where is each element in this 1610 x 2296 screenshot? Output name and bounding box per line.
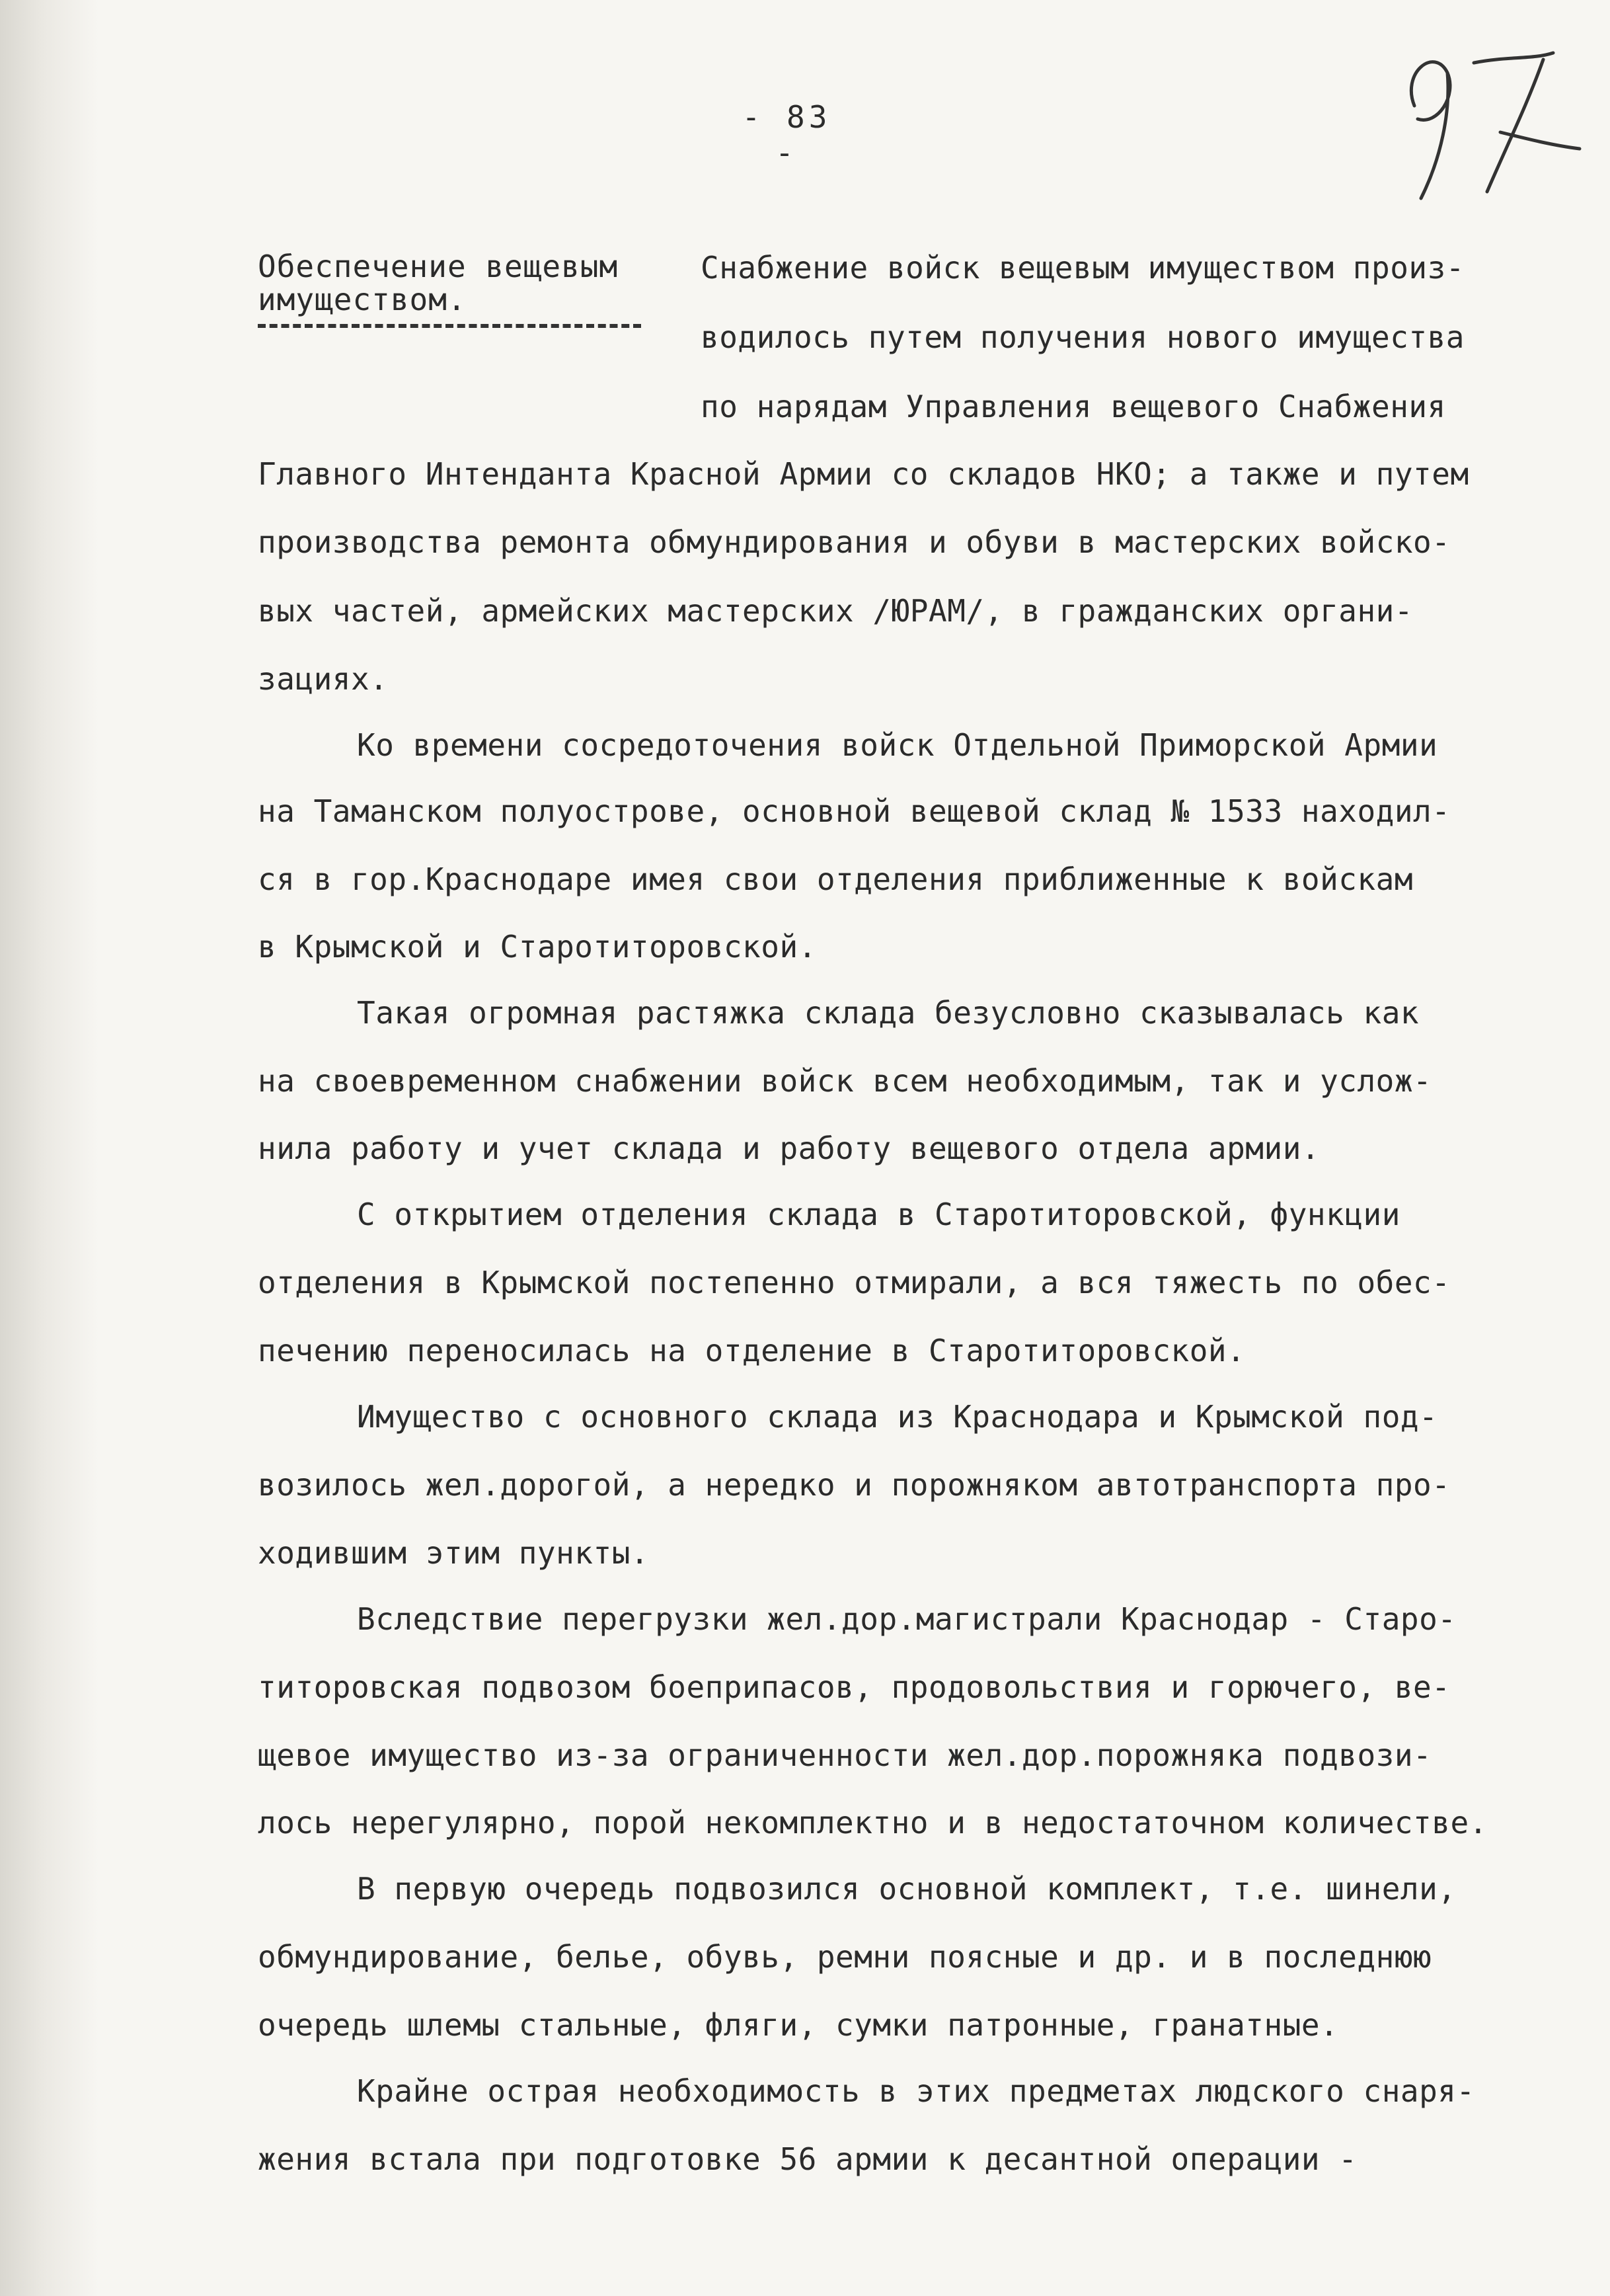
text-line: Снабжение войск вещевым имуществом произ- bbox=[701, 250, 1465, 286]
text-line: Ко времени сосредоточения войск Отдельной Приморской Армии bbox=[357, 727, 1438, 763]
text-line: на своевременном снабжении войск всем необходимым, так и услож- bbox=[258, 1063, 1432, 1099]
text-line: отделения в Крымской постепенно отмирали, а вся тяжесть по обес- bbox=[258, 1265, 1451, 1300]
text-line: водилось путем получения нового имущества bbox=[701, 319, 1465, 355]
text-line: возилось жел.дорогой, а нередко и порожняком автотранспорта про- bbox=[258, 1467, 1451, 1503]
text-line: нила работу и учет склада и работу вещевого отдела армии. bbox=[258, 1130, 1321, 1166]
text-line: В первую очередь подвозился основной комплект, т.е. шинели, bbox=[357, 1871, 1457, 1907]
text-line: обмундирование, белье, обувь, ремни поясные и др. и в последнюю bbox=[258, 1939, 1432, 1975]
margin-heading bbox=[258, 250, 654, 328]
text-line: Имущество с основного склада из Краснодара и Крымской под- bbox=[357, 1399, 1438, 1435]
text-line: зациях. bbox=[258, 661, 389, 697]
heading-dashed-underline bbox=[258, 324, 641, 328]
text-line: ся в гор.Краснодаре имея свои отделения приближенные к войскам bbox=[258, 861, 1414, 897]
text-line: Такая огромная растяжка склада безусловно сказывалась как bbox=[357, 995, 1420, 1031]
text-line: Вследствие перегрузки жел.дор.магистрали Краснодар - Старо- bbox=[357, 1601, 1457, 1637]
margin-heading-text: Обеспечение вещевым имуществом. bbox=[258, 249, 619, 317]
text-line: производства ремонта обмундирования и обуви в мастерских войско- bbox=[258, 524, 1451, 560]
text-line: печению переносилась на отделение в Старотиторовской. bbox=[258, 1333, 1246, 1368]
text-line: очередь шлемы стальные, фляги, сумки патронные, гранатные. bbox=[258, 2007, 1339, 2043]
text-line: титоровская подвозом боеприпасов, продовольствия и горючего, ве- bbox=[258, 1669, 1451, 1705]
scan-shadow-edge bbox=[0, 0, 99, 2296]
text-line: на Таманском полуострове, основной вещевой склад № 1533 находил- bbox=[258, 793, 1451, 829]
text-line: Крайне острая необходимость в этих предметах людского снаря- bbox=[357, 2073, 1475, 2109]
page-number: - 83 - bbox=[742, 99, 831, 171]
text-line: Главного Интенданта Красной Армии со складов НКО; а также и путем bbox=[258, 456, 1469, 492]
text-line: ходившим этим пункты. bbox=[258, 1535, 650, 1571]
text-line: лось нерегулярно, порой некомплектно и в недостаточном количестве. bbox=[258, 1805, 1488, 1841]
text-line: жения встала при подготовке 56 армии к десантной операции - bbox=[258, 2141, 1358, 2177]
text-line: вых частей, армейских мастерских /ЮРАМ/, в гражданских органи- bbox=[258, 593, 1414, 629]
text-line: по нарядам Управления вещевого Снабжения bbox=[701, 389, 1446, 424]
handwritten-folio-number bbox=[1375, 33, 1586, 205]
text-line: щевое имущество из-за ограниченности жел.дор.порожняка подвози- bbox=[258, 1737, 1432, 1773]
text-line: в Крымской и Старотиторовской. bbox=[258, 929, 817, 965]
text-line: С открытием отделения склада в Старотиторовской, функции bbox=[357, 1197, 1400, 1232]
